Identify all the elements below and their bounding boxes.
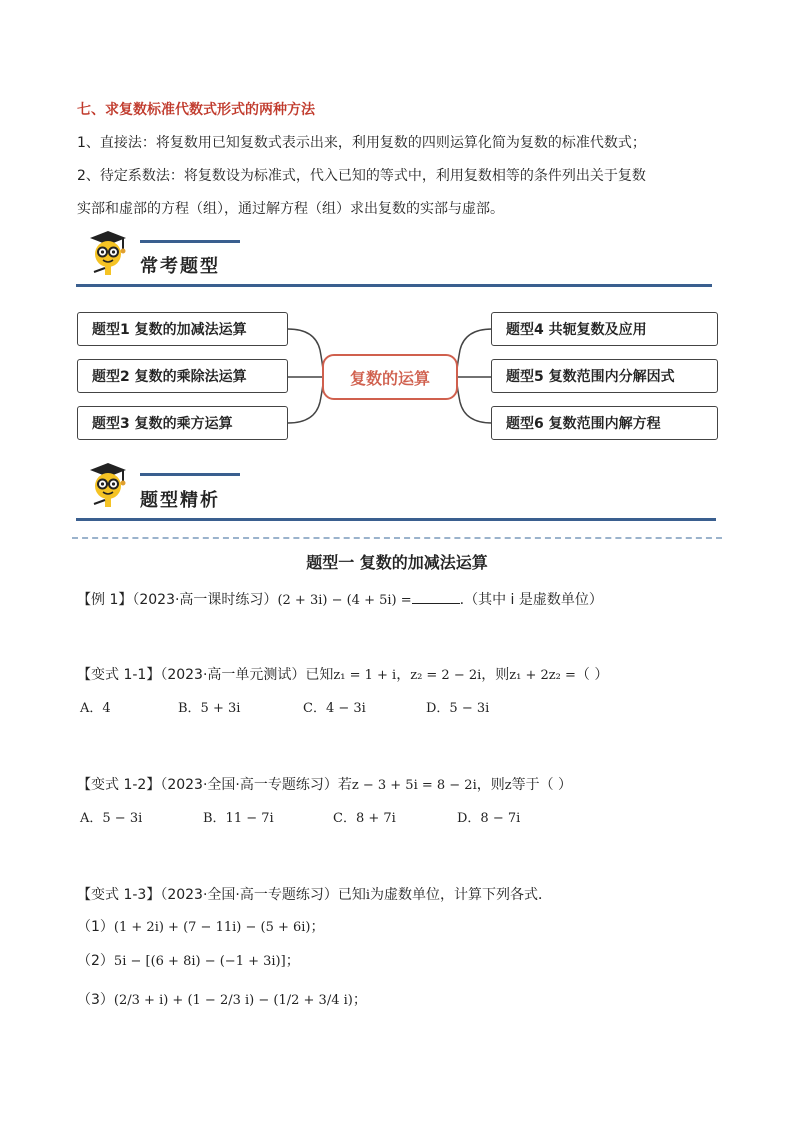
topic-box-1 [77, 312, 288, 346]
item-3-expression: (2/3 + i) + (1 − 2/3 i) − (1/2 + 3/4 i) [113, 993, 353, 1008]
variant-1-2-option-d: D．8 − 7i [457, 811, 521, 826]
variant-1-3-item-3 [77, 990, 367, 1011]
example-1-expression: (2 + 3i) − (4 + 5i) = [277, 593, 412, 608]
topic-box-4-label: 题型4 共轭复数及应用 [506, 322, 647, 338]
variant-1-2-z: z [504, 778, 512, 793]
variant-1-1-option-b: B．5 + 3i [178, 701, 241, 716]
paragraph-undetermined-coefficients-cont: 实部和虚部的方程（组），通过解方程（组）求出复数的实部与虚部。 [77, 201, 504, 217]
variant-1-2-mid: ，则 [476, 777, 505, 793]
variant-1-2-option-c: C．8 + 7i [333, 811, 396, 826]
dashed-divider [72, 537, 722, 539]
topic-box-2-label: 题型2 复数的乘除法运算 [92, 369, 247, 385]
variant-1-3-i: i [365, 888, 371, 903]
variant-1-1-expr: z₁ + 2z₂ = [509, 668, 576, 683]
item-1-end: ； [310, 919, 325, 935]
item-2-number: （2） [77, 953, 114, 969]
variant-1-2-tail: 等于（ ） [511, 777, 573, 793]
paragraph-undetermined-coefficients: 2、待定系数法：将复数设为标准式，代入已知的等式中，利用复数相等的条件列出关于复数 [77, 168, 646, 184]
variant-1-2-prefix: 【变式 1-2】（2023·全国·高一专题练习）若 [77, 777, 352, 793]
item-1-number: （1） [77, 919, 114, 935]
topic-box-5 [491, 359, 718, 393]
variant-1-2 [77, 775, 572, 796]
variant-1-2-option-a: A．5 − 3i [80, 811, 143, 826]
topic-heading: 题型一 复数的加减法运算 [306, 553, 488, 572]
variant-1-1-option-c: C．4 − 3i [303, 701, 366, 716]
item-2-end: ； [285, 953, 300, 969]
mindmap-center-label: 复数的运算 [349, 368, 430, 388]
topic-box-3-label: 题型3 复数的乘方运算 [92, 416, 233, 432]
variant-1-2-option-b: B．11 − 7i [203, 811, 274, 826]
scholar-mascot-icon-2 [84, 460, 132, 512]
variant-1-3-item-2 [77, 951, 300, 972]
variant-1-3 [77, 885, 552, 906]
variant-1-2-equation: z − 3 + 5i = 8 − 2i [351, 778, 477, 793]
example-1-suffix: .（其中 i 是虚数单位） [459, 592, 603, 608]
variant-1-1-z1: z₁ = 1 + i [333, 668, 397, 683]
answer-blank [412, 589, 460, 604]
topic-box-3 [77, 406, 288, 440]
variant-1-1-paren: （ ） [575, 667, 609, 683]
mindmap-center-node [322, 354, 458, 400]
variant-1-1-option-d: D．5 − 3i [426, 701, 490, 716]
item-1-expression: (1 + 2i) + (7 − 11i) − (5 + 6i) [113, 920, 311, 935]
topic-box-5-label: 题型5 复数范围内分解因式 [506, 369, 675, 385]
variant-1-1-prefix: 【变式 1-1】（2023·高一单元测试）已知 [77, 667, 334, 683]
example-1 [77, 589, 603, 611]
paragraph-direct-method: 1、直接法：将复数用已知复数式表示出来，利用复数的四则运算化简为复数的标准代数式； [77, 135, 646, 151]
variant-1-3-item-1 [77, 917, 325, 938]
variant-1-1-sep: ， [396, 667, 411, 683]
variant-1-1-z2: z₂ = 2 − 2i [410, 668, 482, 683]
variant-1-1-mid: ，则 [481, 667, 510, 683]
topic-box-2 [77, 359, 288, 393]
banner2-bottom-line [76, 518, 716, 521]
example-1-prefix: 【例 1】（2023·高一课时练习） [77, 592, 278, 608]
variant-1-1-option-a: A．4 [80, 701, 111, 716]
item-2-expression: 5i − [(6 + 8i) − (−1 + 3i)] [113, 954, 286, 969]
topic-box-6 [491, 406, 718, 440]
variant-1-1 [77, 665, 608, 686]
topic-box-4 [491, 312, 718, 346]
variant-1-3-prefix: 【变式 1-3】（2023·全国·高一专题练习）已知 [77, 887, 366, 903]
banner2-top-line [140, 473, 240, 476]
topic-box-6-label: 题型6 复数范围内解方程 [506, 416, 661, 432]
topic-box-1-label: 题型1 复数的加减法运算 [92, 322, 247, 338]
item-3-number: （3） [77, 992, 114, 1008]
variant-1-3-tail: 为虚数单位，计算下列各式． [370, 887, 553, 903]
banner-label-topic-analysis: 题型精析 [140, 490, 220, 511]
item-3-end: ； [352, 992, 367, 1008]
banner-label-common-types: 常考题型 [140, 256, 220, 277]
section-title: 七、求复数标准代数式形式的两种方法 [77, 102, 315, 118]
